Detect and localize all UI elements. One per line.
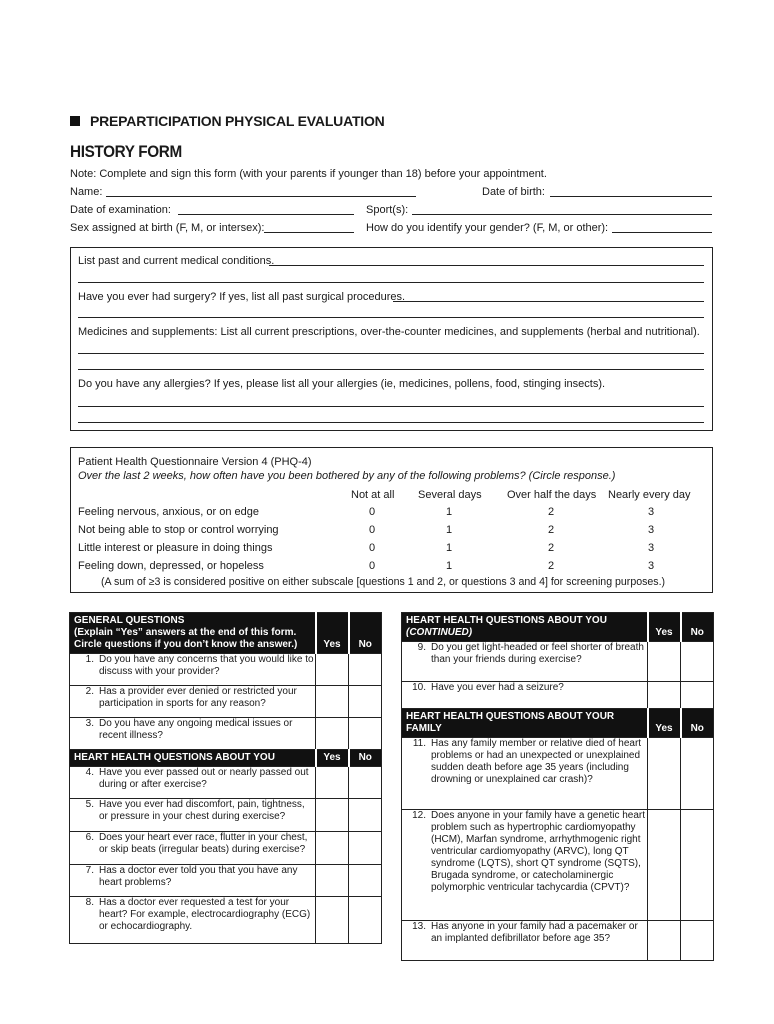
- phq4-score[interactable]: 3: [648, 560, 655, 572]
- no-checkbox[interactable]: [681, 738, 714, 810]
- medicines-line-1[interactable]: [78, 353, 704, 354]
- medicines-label: Medicines and supplements: List all current prescriptions, over-the-counter medicines, and supplements (herbal and nutritional).: [78, 326, 700, 338]
- dob-field[interactable]: [550, 196, 712, 197]
- phq4-score[interactable]: 1: [446, 542, 453, 554]
- question-number: 9.: [417, 642, 426, 653]
- phq4-box: [70, 447, 713, 593]
- medical-history-box: [70, 247, 713, 431]
- general-questions-header: [70, 613, 382, 654]
- sex-field[interactable]: [264, 232, 354, 233]
- allergies-line-2[interactable]: [78, 422, 704, 423]
- question-number: 6.: [85, 832, 94, 843]
- yes-checkbox[interactable]: [316, 897, 349, 944]
- no-checkbox[interactable]: [681, 810, 714, 921]
- sports-field[interactable]: [412, 214, 712, 215]
- heart-continued-header: [402, 613, 714, 642]
- question-number: 4.: [85, 767, 94, 778]
- gender-field[interactable]: [612, 232, 712, 233]
- yes-checkbox[interactable]: [648, 921, 681, 961]
- question-text: Do you get light-headed or feel shorter of breath than your friends during exercise?: [431, 642, 644, 665]
- question-text: Has a doctor ever told you that you have any heart problems?: [99, 865, 298, 888]
- yes-column-header: Yes: [648, 613, 681, 642]
- phq4-col-header: Not at all: [351, 489, 395, 501]
- no-checkbox[interactable]: [349, 897, 382, 944]
- yes-column-header: Yes: [316, 613, 349, 654]
- allergies-line-1[interactable]: [78, 406, 704, 407]
- no-checkbox[interactable]: [349, 799, 382, 832]
- no-column-header: No: [681, 613, 714, 642]
- question-number: 8.: [85, 897, 94, 908]
- family-header-title: HEART HEALTH QUESTIONS ABOUT YOUR FAMILY: [402, 709, 648, 738]
- general-header-note: (Explain “Yes” answers at the end of this form.: [74, 627, 297, 638]
- no-checkbox[interactable]: [349, 865, 382, 897]
- table-row: [402, 921, 714, 961]
- general-header-title: GENERAL QUESTIONS: [74, 615, 185, 626]
- question-text: Have you ever had discomfort, pain, tightness, or pressure in your chest during exercise?: [99, 799, 305, 822]
- question-text: Has anyone in your family had a pacemaker or an implanted defibrillator before age 35?: [431, 921, 638, 944]
- name-label: Name:: [70, 186, 103, 198]
- yes-checkbox[interactable]: [648, 682, 681, 709]
- no-column-header: No: [681, 709, 714, 738]
- question-text: Do you have any ongoing medical issues or recent illness?: [99, 718, 293, 741]
- sex-label: Sex assigned at birth (F, M, or intersex):: [70, 222, 265, 234]
- yes-column-header: Yes: [316, 750, 349, 767]
- phq4-score[interactable]: 2: [548, 542, 555, 554]
- heart-questions-header: [70, 750, 382, 767]
- question-number: 13.: [412, 921, 426, 932]
- question-text: Has any family member or relative died of heart problems or had an unexpected or unexplained sudden death before age 35 years (including drowning or unexplained car crash)?: [431, 738, 642, 785]
- phq4-score[interactable]: 0: [369, 542, 376, 554]
- exam-date-field[interactable]: [178, 214, 354, 215]
- no-checkbox[interactable]: [681, 682, 714, 709]
- yes-checkbox[interactable]: [316, 767, 349, 799]
- surgery-label: Have you ever had surgery? If yes, list all past surgical procedures.: [78, 291, 406, 303]
- phq4-col-header: Several days: [418, 489, 482, 501]
- phq4-row-label: Feeling down, depressed, or hopeless: [78, 560, 264, 572]
- yes-checkbox[interactable]: [316, 832, 349, 865]
- yes-checkbox[interactable]: [316, 654, 349, 686]
- no-checkbox[interactable]: [681, 921, 714, 961]
- table-row: [70, 767, 382, 799]
- yes-checkbox[interactable]: [648, 642, 681, 682]
- phq4-col-header: Nearly every day: [608, 489, 691, 501]
- table-row: [70, 897, 382, 944]
- phq4-score[interactable]: 2: [548, 506, 555, 518]
- question-number: 7.: [85, 865, 94, 876]
- question-text: Has a provider ever denied or restricted your participation in sports for any reason?: [99, 686, 297, 709]
- question-text: Do you have any concerns that you would like to discuss with your provider?: [99, 654, 314, 677]
- question-text: Does anyone in your family have a genetic heart problem such as hypertrophic cardiomyopathy (HCM), Marfan syndrome, arrhythmogenic right ventricular cardiomyopathy (ARVC), long QT syndrome (LQTS), short QT syndrome (SQTS), Brugada syndrome, or catecholaminergic polymorphic ventricular tachycardia (CPVT)?: [431, 810, 646, 893]
- question-text: Have you ever passed out or nearly passed out during or after exercise?: [99, 767, 309, 790]
- yes-checkbox[interactable]: [648, 738, 681, 810]
- question-number: 1.: [85, 654, 94, 665]
- phq4-footnote: (A sum of ≥3 is considered positive on either subscale [questions 1 and 2, or questions 3 and 4] for screening purposes.): [101, 576, 666, 588]
- yes-column-header: Yes: [648, 709, 681, 738]
- general-header-note: Circle questions if you don’t know the answer.): [74, 639, 298, 650]
- surgery-line-2[interactable]: [78, 317, 704, 318]
- sports-label: Sport(s):: [366, 204, 409, 216]
- family-questions-header: [402, 709, 714, 738]
- phq4-score[interactable]: 0: [369, 506, 376, 518]
- no-checkbox[interactable]: [349, 718, 382, 750]
- no-checkbox[interactable]: [681, 642, 714, 682]
- yes-checkbox[interactable]: [316, 799, 349, 832]
- phq4-score[interactable]: 1: [446, 506, 453, 518]
- table-row: [402, 738, 714, 810]
- page-title: HISTORY FORM: [70, 142, 182, 161]
- phq4-col-header: Over half the days: [507, 489, 597, 501]
- heart-header-title: HEART HEALTH QUESTIONS ABOUT YOU: [70, 750, 316, 767]
- phq4-score[interactable]: 3: [648, 524, 655, 536]
- form-note: Note: Complete and sign this form (with your parents if younger than 18) before your appointment.: [70, 168, 547, 180]
- question-number: 12.: [412, 810, 426, 821]
- heart-family-questions-table: [401, 612, 714, 961]
- question-number: 3.: [85, 718, 94, 729]
- table-row: [70, 865, 382, 897]
- no-checkbox[interactable]: [349, 686, 382, 718]
- name-field[interactable]: [106, 196, 416, 197]
- conditions-label: List past and current medical conditions.: [78, 255, 275, 267]
- yes-checkbox[interactable]: [648, 810, 681, 921]
- dob-label: Date of birth:: [482, 186, 545, 198]
- table-row: [70, 654, 382, 686]
- table-row: [70, 832, 382, 865]
- yes-checkbox[interactable]: [316, 686, 349, 718]
- continued-label: (CONTINUED): [406, 627, 473, 638]
- yes-checkbox[interactable]: [316, 865, 349, 897]
- yes-checkbox[interactable]: [316, 718, 349, 750]
- phq4-score[interactable]: 1: [446, 524, 453, 536]
- form-section-title: PREPARTICIPATION PHYSICAL EVALUATION: [90, 113, 385, 129]
- no-column-header: No: [349, 750, 382, 767]
- table-row: [70, 799, 382, 832]
- no-checkbox[interactable]: [349, 654, 382, 686]
- heart-continued-title: HEART HEALTH QUESTIONS ABOUT YOU: [406, 615, 607, 626]
- phq4-score[interactable]: 2: [548, 560, 555, 572]
- no-column-header: No: [349, 613, 382, 654]
- question-text: Does your heart ever race, flutter in your chest, or skip beats (irregular beats) during exercise?: [99, 832, 308, 855]
- table-row: [402, 682, 714, 709]
- conditions-field[interactable]: [269, 265, 704, 266]
- phq4-title: Patient Health Questionnaire Version 4 (PHQ-4): [78, 456, 312, 468]
- allergies-label: Do you have any allergies? If yes, please list all your allergies (ie, medicines, pollens, food, stinging insects).: [78, 378, 606, 390]
- medicines-line-2[interactable]: [78, 369, 704, 370]
- phq4-score[interactable]: 2: [548, 524, 555, 536]
- gender-label: How do you identify your gender? (F, M, or other):: [366, 222, 609, 234]
- phq4-row-label: Not being able to stop or control worrying: [78, 524, 279, 536]
- table-row: [402, 642, 714, 682]
- general-questions-table: [69, 612, 382, 944]
- phq4-score[interactable]: 3: [648, 506, 655, 518]
- section-bullet-icon: [70, 116, 80, 126]
- phq4-score[interactable]: 1: [446, 560, 453, 572]
- no-checkbox[interactable]: [349, 767, 382, 799]
- phq4-score[interactable]: 0: [369, 560, 376, 572]
- question-text: Have you ever had a seizure?: [431, 682, 564, 693]
- conditions-line-2[interactable]: [78, 282, 704, 283]
- no-checkbox[interactable]: [349, 832, 382, 865]
- question-number: 11.: [412, 738, 426, 749]
- surgery-field[interactable]: [393, 301, 704, 302]
- phq4-row-label: Little interest or pleasure in doing things: [78, 542, 273, 554]
- table-row: [70, 718, 382, 750]
- question-text: Has a doctor ever requested a test for your heart? For example, electrocardiography (ECG) or echocardiography.: [99, 897, 311, 932]
- phq4-score[interactable]: 0: [369, 524, 376, 536]
- phq4-score[interactable]: 3: [648, 542, 655, 554]
- exam-date-label: Date of examination:: [70, 204, 171, 216]
- phq4-instruction: Over the last 2 weeks, how often have you been bothered by any of the following problems? (Circle response.): [78, 470, 616, 482]
- table-row: [70, 686, 382, 718]
- phq4-row-label: Feeling nervous, anxious, or on edge: [78, 506, 260, 518]
- question-number: 5.: [85, 799, 94, 810]
- question-number: 10.: [412, 682, 426, 693]
- question-number: 2.: [85, 686, 94, 697]
- table-row: [402, 810, 714, 921]
